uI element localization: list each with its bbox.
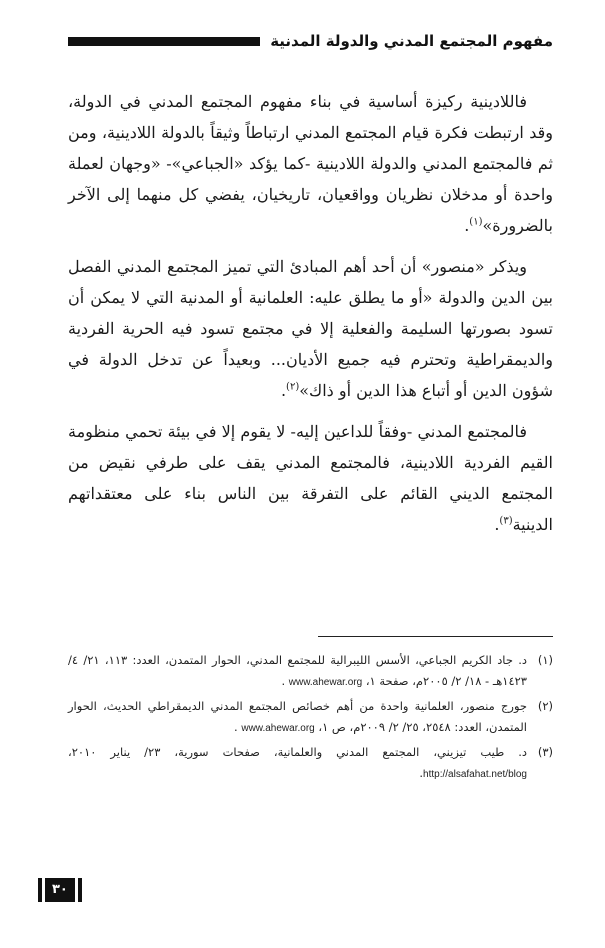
running-header-title: مفهوم المجتمع المدني والدولة المدنية [270,32,553,50]
page-number-bar [78,878,82,902]
footnote-text: د. جاد الكريم الجباعي، الأسس الليبرالية للمجتمع المدني، الحوار المتمدن، العدد: ١١٣، ٢١/ ٤/ ١٤٢٣هـ - ١٨/ ٢/ ٢٠٠٥م، صفحة ١، www.ahewar.org . [68,653,528,688]
footnote-ref[interactable]: (٢) [286,381,300,393]
footnote-number: (٢) [537,699,553,713]
paragraph: فاللادينية ركيزة أساسية في بناء مفهوم المجتمع المدني في الدولة، وقد ارتبطت فكرة قيام المجتمع المدني ارتباطاً وثيقاً بالدولة اللادينية، ومن ثم فالمجتمع المدني والدولة اللادينية -كما يؤكد «الجباعي»- «وجهان لعملة واحدة أو مدخلان نظريان وواقعيان، تاريخيان، يفضي كل منهما إلى الآخر بالضرورة»$^{(١)}$. [68,92,554,235]
footnote [68,696,553,739]
footnote-ref[interactable]: (٣) [499,515,513,527]
footnote [68,742,553,785]
paragraph: ويذكر «منصور» أن أحد أهم المبادئ التي تميز المجتمع المدني الفصل بين الدين والدولة «أو ما يطلق عليه: العلمانية أو المدنية التي لا يمكن أن تسود بصورتها السليمة والفعلية إلا في مجتمع تسود فيه الحرية الفردية والديمقراطية وتحترم فيه جميع الأديان... وبعيداً عن تدخل الدولة في شؤون الدين أو أتباع هذا الدين أو ذاك»$^{(٢)}$. [68,257,553,400]
page-number-bar [38,878,42,902]
footnote-text: جورج منصور، العلمانية واحدة من أهم خصائص المجتمع المدني الديمقراطي الحديث، الحوار المتمدن، العدد: ٢٥٤٨، ٢٥/ ٢/ ٢٠٠٩م، ص ١، www.ahewar.org . [68,699,527,734]
paragraph: فالمجتمع المدني -وفقاً للداعين إليه- لا يقوم إلا في بيئة تحمي منظومة القيم الفردية اللادينية، فالمجتمع المدني يقف على طرفي نقيض من المجتمع الديني القائم على التفرقة بين الناس بناء على معتقداتهم الدينية$^{(٣)}$. [68,422,553,534]
footnote-separator [318,636,553,637]
footnote-text: د. طيب تيزيني، المجتمع المدني والعلمانية، صفحات سورية، ٢٣/ يناير ٢٠١٠، http://alsafahat.net/blog. [68,745,528,780]
footnotes [68,650,553,788]
footnote-ref[interactable]: (١) [469,216,483,228]
page-number: ٣٠ [45,878,75,902]
footnote [68,650,553,693]
footnote-link[interactable]: www.ahewar.org [288,677,363,688]
running-header [68,24,553,58]
footnote-link[interactable]: www.ahewar.org [241,723,315,734]
header-rule [68,37,260,46]
page-number-block [38,878,82,902]
footnote-number: (١) [537,653,553,667]
main-text [68,86,553,550]
footnote-link[interactable]: http://alsafahat.net/blog [423,769,527,780]
footnote-number: (٣) [537,745,553,759]
